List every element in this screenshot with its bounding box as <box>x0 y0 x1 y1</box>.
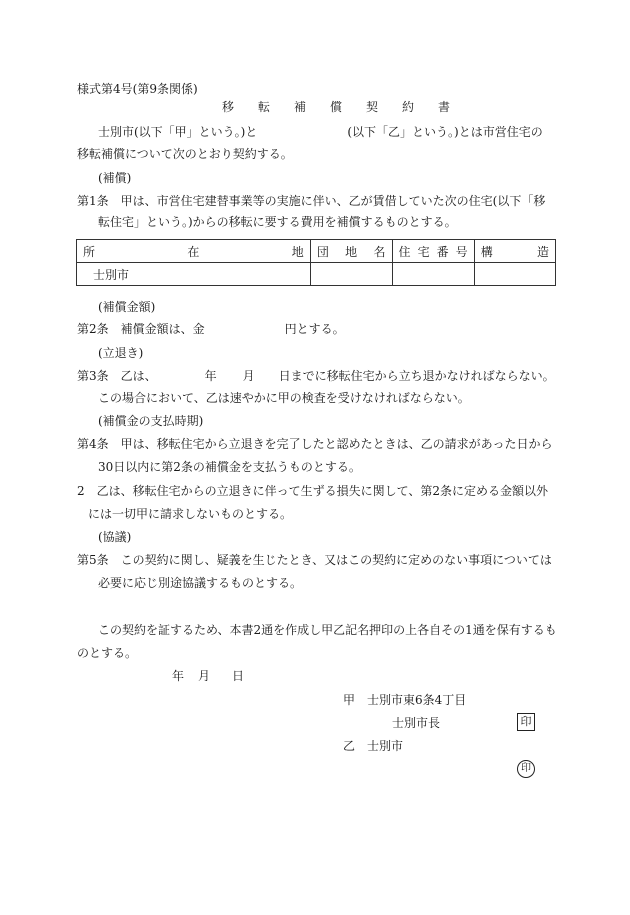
date-line <box>172 669 244 683</box>
cell-estate-name <box>310 263 392 286</box>
party-b-address: 士別市 <box>367 739 404 753</box>
closing-line-1: この契約を証するため、本書2通を作成し甲乙記名押印の上各自その1通を保有するも <box>98 623 557 637</box>
article-4-para-2-line-2: には一切甲に請求しないものとする。 <box>88 507 293 521</box>
article-5-line-2: 必要に応じ別途協議するものとする。 <box>98 576 303 590</box>
party-a-label: 甲 <box>343 693 356 707</box>
article-3-line-1: 第3条 乙は、 年 月 日までに移転住宅から立ち退かなければならない。 <box>77 369 555 383</box>
seal-square-icon: 印 <box>517 713 535 731</box>
article-1-heading: (補償) <box>98 171 132 185</box>
article-2-heading: (補償金額) <box>98 300 156 314</box>
form-number: 様式第4号(第9条関係) <box>77 82 198 96</box>
article-5-line-1: 第5条 この契約に関し、疑義を生じたとき、又はこの契約に定めのない事項については <box>77 553 552 567</box>
cell-house-number <box>392 263 474 286</box>
article-3-line-2: この場合において、乙は速やかに甲の検査を受けなければならない。 <box>98 391 470 405</box>
document-title: 移転補償契約書 <box>222 100 475 114</box>
article-4-line-1: 第4条 甲は、移転住宅から立退きを完了したと認めたときは、乙の請求があった日から <box>77 437 553 451</box>
date-year: 年 <box>172 669 185 683</box>
date-month: 月 <box>198 669 211 683</box>
intro-line-1 <box>98 125 543 139</box>
table-row <box>77 263 556 286</box>
header-location: 所 在 地 <box>77 240 311 263</box>
seal-circle-icon: 印 <box>517 760 535 778</box>
party-a-address-line <box>343 693 466 707</box>
article-5-heading: (協議) <box>98 530 132 544</box>
party-b-address-line <box>343 739 403 753</box>
header-estate-name: 団 地 名 <box>310 240 392 263</box>
article-1-line-1: 第1条 甲は、市営住宅建替事業等の実施に伴い、乙が賃借していた次の住宅(以下「移 <box>77 194 546 208</box>
header-house-number: 住 宅 番 号 <box>392 240 474 263</box>
intro-part-a: 士別市(以下「甲」という。)と <box>98 125 258 139</box>
cell-structure <box>474 263 555 286</box>
party-b-label: 乙 <box>343 739 356 753</box>
property-table <box>76 239 556 286</box>
intro-part-b: (以下「乙」という。)とは市営住宅の <box>347 125 543 139</box>
article-4-line-2: 30日以内に第2条の補償金を支払うものとする。 <box>98 460 361 474</box>
intro-line-2: 移転補償について次のとおり契約する。 <box>77 147 293 161</box>
cell-location: 士別市 <box>77 263 311 286</box>
closing-line-2: のとする。 <box>77 646 138 660</box>
header-structure: 構 造 <box>474 240 555 263</box>
party-a-address: 士別市東6条4丁目 <box>367 693 467 707</box>
article-2-line: 第2条 補償金額は、金 円とする。 <box>77 322 345 336</box>
table-header-row <box>77 240 556 263</box>
article-3-heading: (立退き) <box>98 346 144 360</box>
article-4-heading: (補償金の支払時期) <box>98 414 204 428</box>
party-a-name: 士別市長 <box>392 716 441 730</box>
date-day: 日 <box>232 669 245 683</box>
article-1-line-2: 転住宅」という。)からの移転に要する費用を補償するものとする。 <box>98 215 457 229</box>
article-4-para-2-line-1: 2 乙は、移転住宅からの立退きに伴って生ずる損失に関して、第2条に定める金額以外 <box>77 484 549 498</box>
